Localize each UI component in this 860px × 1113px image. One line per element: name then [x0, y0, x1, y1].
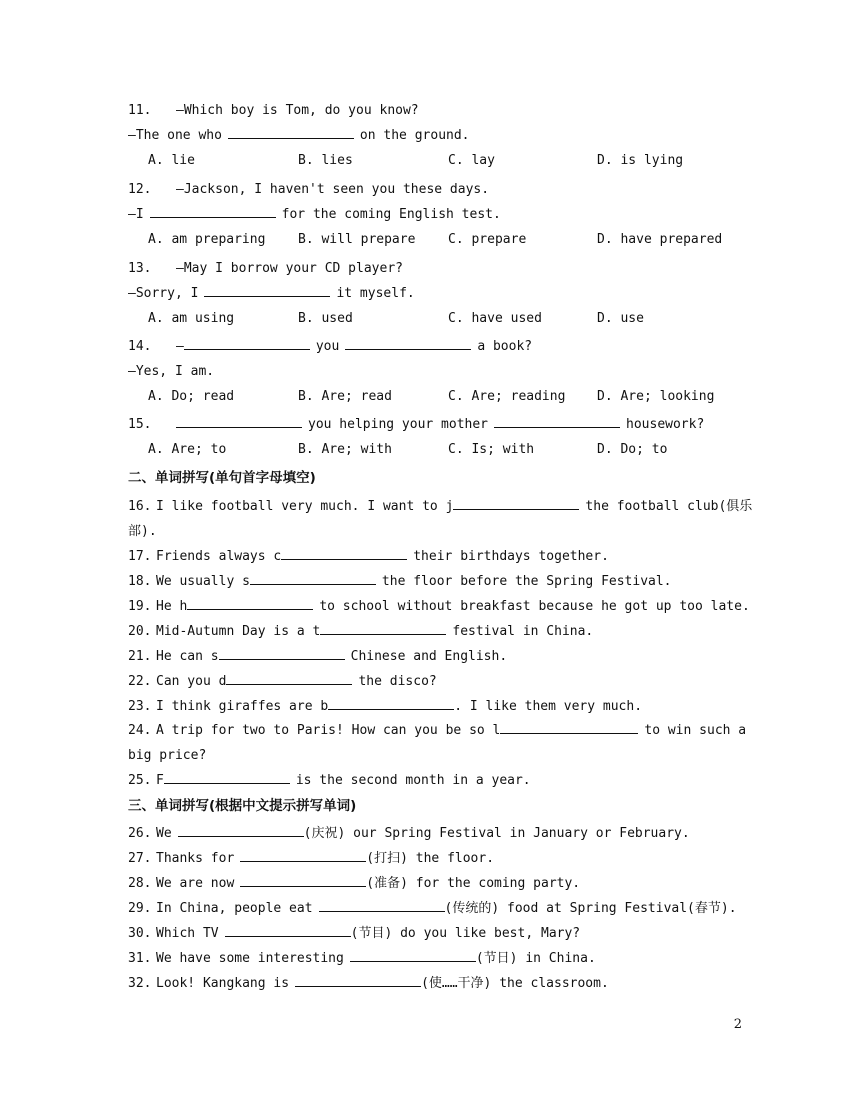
answer-blank[interactable] — [453, 497, 579, 510]
question-24: 24. A trip for two to Paris! How can you be so l to win such a — [128, 723, 747, 738]
question-25: 25. F is the second month in a year. — [128, 773, 531, 788]
question-12-stem: 12. —Jackson, I haven't seen you these days. — [128, 182, 490, 197]
answer-blank[interactable] — [350, 949, 476, 962]
question-27: 27. Thanks for (打扫) the floor. — [128, 851, 495, 866]
question-18: 18. We usually s the floor before the Spring Festival. — [128, 574, 672, 589]
page-number: 2 — [733, 1017, 742, 1032]
answer-blank[interactable] — [176, 415, 302, 428]
option-b[interactable]: B. Are; with — [298, 442, 392, 457]
question-30: 30. Which TV (节目) do you like best, Mary? — [128, 926, 581, 941]
answer-blank[interactable] — [500, 721, 638, 734]
answer-blank[interactable] — [178, 824, 304, 837]
option-b[interactable]: B. will prepare — [298, 232, 416, 247]
answer-blank[interactable] — [240, 849, 366, 862]
option-b[interactable]: B. Are; read — [298, 389, 392, 404]
option-d[interactable]: D. is lying — [597, 153, 684, 168]
question-11-stem: 11. —Which boy is Tom, do you know? — [128, 103, 419, 118]
answer-blank[interactable] — [164, 771, 290, 784]
option-b[interactable]: B. used — [298, 311, 353, 326]
section-3-heading: 三、单词拼写(根据中文提示拼写单词) — [128, 798, 357, 814]
option-c[interactable]: C. lay — [448, 153, 495, 168]
option-a[interactable]: A. lie — [148, 153, 195, 168]
answer-blank[interactable] — [250, 572, 376, 585]
answer-blank[interactable] — [226, 672, 352, 685]
question-24-continued: big price? — [128, 748, 207, 763]
answer-blank[interactable] — [345, 337, 471, 350]
question-15-options — [128, 440, 748, 460]
question-23: 23. I think giraffes are b . I like them very much. — [128, 699, 643, 714]
answer-blank[interactable] — [219, 647, 345, 660]
answer-blank[interactable] — [204, 284, 330, 297]
question-13-options — [128, 309, 748, 329]
answer-blank[interactable] — [319, 899, 445, 912]
question-14-options — [128, 387, 748, 407]
option-b[interactable]: B. lies — [298, 153, 353, 168]
question-31: 31. We have some interesting (节日) in China. — [128, 951, 596, 966]
answer-blank[interactable] — [228, 126, 354, 139]
option-c[interactable]: C. Are; reading — [448, 389, 566, 404]
question-22: 22. Can you d the disco? — [128, 674, 437, 689]
question-16: 16. I like football very much. I want to j the football club(俱乐 — [128, 499, 753, 514]
option-d[interactable]: D. have prepared — [597, 232, 723, 247]
option-d[interactable]: D. Do; to — [597, 442, 668, 457]
answer-blank[interactable] — [184, 337, 310, 350]
answer-blank[interactable] — [295, 974, 421, 987]
option-c[interactable]: C. Is; with — [448, 442, 535, 457]
option-a[interactable]: A. Do; read — [148, 389, 235, 404]
question-13-stem: 13. —May I borrow your CD player? — [128, 261, 403, 276]
question-14-answer: —Yes, I am. — [128, 364, 215, 379]
option-c[interactable]: C. have used — [448, 311, 542, 326]
question-26: 26. We (庆祝) our Spring Festival in January or February. — [128, 826, 690, 841]
question-11-answer: —The one who on the ground. — [128, 128, 470, 143]
option-a[interactable]: A. Are; to — [148, 442, 227, 457]
question-12-options — [128, 230, 748, 250]
question-11-options — [128, 151, 748, 171]
question-17: 17. Friends always c their birthdays together. — [128, 549, 609, 564]
option-d[interactable]: D. use — [597, 311, 644, 326]
question-14-stem: 14. — you a book? — [128, 339, 533, 354]
question-12-answer: —I for the coming English test. — [128, 207, 501, 222]
question-28: 28. We are now (准备) for the coming party. — [128, 876, 581, 891]
question-15-stem: 15. you helping your mother housework? — [128, 417, 705, 432]
question-32: 32. Look! Kangkang is (使……干净) the classroom. — [128, 976, 609, 991]
option-a[interactable]: A. am using — [148, 311, 235, 326]
question-21: 21. He can s Chinese and English. — [128, 649, 508, 664]
answer-blank[interactable] — [281, 547, 407, 560]
question-20: 20. Mid-Autumn Day is a t festival in China. — [128, 624, 594, 639]
option-d[interactable]: D. Are; looking — [597, 389, 715, 404]
option-a[interactable]: A. am preparing — [148, 232, 266, 247]
question-19: 19. He h to school without breakfast because he got up too late. — [128, 599, 750, 614]
question-16-continued: 部). — [128, 524, 157, 539]
question-13-answer: —Sorry, I it myself. — [128, 286, 415, 301]
question-29: 29. In China, people eat (传统的) food at Spring Festival(春节). — [128, 901, 737, 916]
answer-blank[interactable] — [320, 622, 446, 635]
section-2-heading: 二、单词拼写(单句首字母填空) — [128, 470, 316, 486]
answer-blank[interactable] — [150, 205, 276, 218]
answer-blank[interactable] — [328, 697, 454, 710]
option-c[interactable]: C. prepare — [448, 232, 527, 247]
answer-blank[interactable] — [240, 874, 366, 887]
answer-blank[interactable] — [225, 924, 351, 937]
answer-blank[interactable] — [187, 597, 313, 610]
answer-blank[interactable] — [494, 415, 620, 428]
